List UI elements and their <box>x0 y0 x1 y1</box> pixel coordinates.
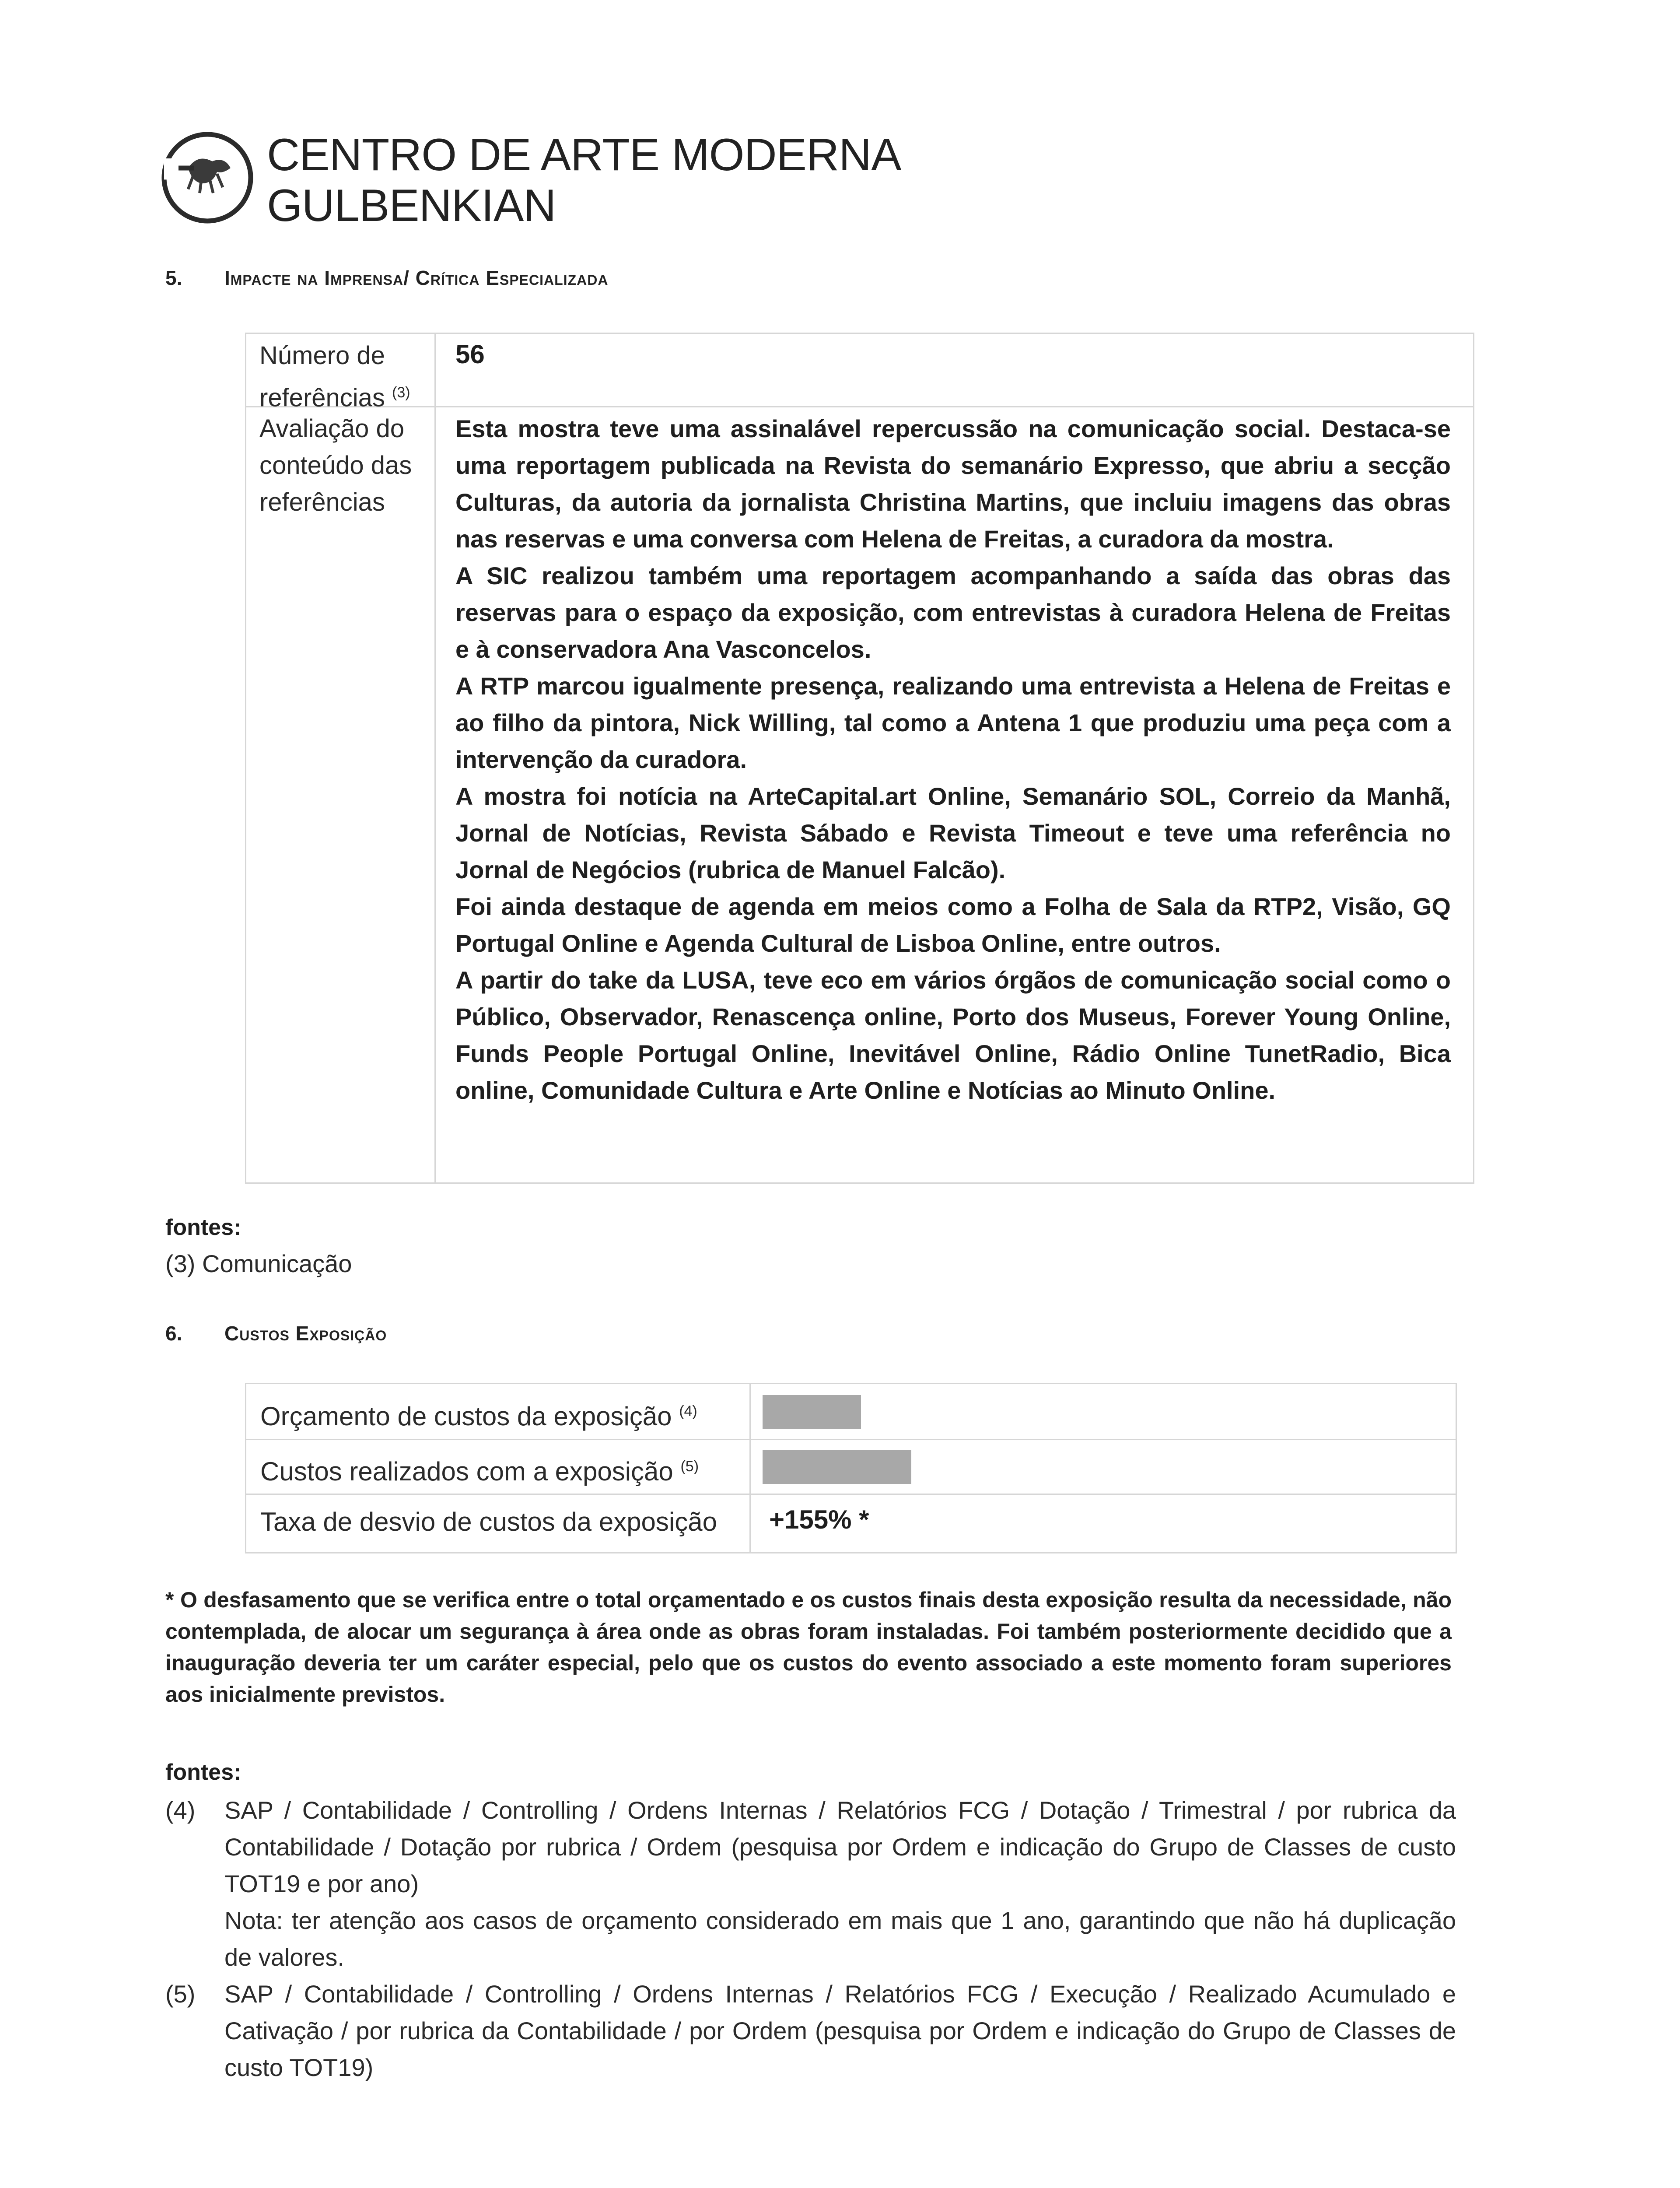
section-6-title: Custos Exposição <box>224 1322 387 1345</box>
organization-name <box>267 130 901 231</box>
exhibition-costs-table <box>245 1383 1457 1553</box>
footnote-5-text: SAP / Contabilidade / Controlling / Ordens Internas / Relatórios FCG / Execução / Realizado Acumulado e Cativação / por rubrica da Contabilidade / por Ordem (pesquisa por Ordem e indicação do Grupo de Classes de custo TOT19) <box>224 1980 1456 2081</box>
footnote-4 <box>165 1792 1456 1976</box>
references-count-label: Número de referências $^{(3)}$ <box>259 341 410 412</box>
actual-costs-label: Custos realizados com a exposição $^{(5)}$ <box>260 1457 699 1486</box>
cost-deviation-value: +155% * <box>769 1505 869 1534</box>
actual-costs-value-redacted <box>763 1450 911 1484</box>
cost-deviation-label: Taxa de desvio de custos da exposição <box>260 1507 717 1536</box>
section-5-source-3: (3) Comunicação <box>165 1250 352 1277</box>
references-evaluation-text <box>455 410 1451 1109</box>
references-count-footnote-ref: (3) <box>392 384 410 401</box>
press-impact-table <box>245 333 1474 1184</box>
gulbenkian-logo-icon <box>159 130 256 226</box>
section-6-number: 6. <box>165 1322 182 1345</box>
evaluation-paragraph: A partir do take da LUSA, teve eco em vários órgãos de comunicação social como o Público, Observador, Renascença online, Porto dos Museus, Forever Young Online, Funds People Portugal Online, Inevitável Online, Rádio Online TunetRadio, Bica online, Comunidade Cultura e Arte Online e Notícias ao Minuto Online. <box>455 966 1451 1104</box>
actual-costs-footnote-ref: (5) <box>680 1458 699 1475</box>
references-count-value: 56 <box>455 340 485 369</box>
evaluation-paragraph: A mostra foi notícia na ArteCapital.art Online, Semanário SOL, Correio da Manhã, Jornal de Notícias, Revista Sábado e Revista Timeout e teve uma referência no Jornal de Negócios (rubrica de Manuel Falcão). <box>455 782 1451 884</box>
evaluation-paragraph: A RTP marcou igualmente presença, realizando uma entrevista a Helena de Freitas e ao filho da pintora, Nick Willing, tal como a Antena 1 que produziu uma peça com a intervenção da curadora. <box>455 672 1451 773</box>
footnote-5 <box>165 1976 1456 2086</box>
budget-value-redacted <box>763 1395 861 1429</box>
section-6-sources-title: fontes: <box>165 1760 242 1785</box>
budget-label: Orçamento de custos da exposição $^{(4)}$ <box>260 1402 697 1431</box>
evaluation-paragraph: Esta mostra teve uma assinalável repercussão na comunicação social. Destaca-se uma reportagem publicada na Revista do semanário Expresso, que abriu a secção Culturas, da autoria da jornalista Christina Martins, que incluiu imagens das obras nas reservas e uma conversa com Helena de Freitas, a curadora da mostra. <box>455 415 1451 553</box>
footnote-4-text: SAP / Contabilidade / Controlling / Ordens Internas / Relatórios FCG / Dotação / Trimestral / por rubrica da Contabilidade / Dotação por rubrica / Ordem (pesquisa por Ordem e indicação do Grupo de Classes de custo TOT19 e por ano) <box>224 1796 1456 1897</box>
evaluation-paragraph: A SIC realizou também uma reportagem acompanhando a saída das obras das reservas para o espaço da exposição, com entrevistas à curadora Helena de Freitas e à conservadora Ana Vasconcelos. <box>455 562 1451 663</box>
footnote-4-number: (4) <box>165 1796 196 1824</box>
footnote-5-number: (5) <box>165 1980 196 2008</box>
section-6-heading <box>165 1322 387 1345</box>
references-evaluation-label: Avaliação do conteúdo das referências <box>259 414 412 516</box>
evaluation-paragraph: Foi ainda destaque de agenda em meios como a Folha de Sala da RTP2, Visão, GQ Portugal Online e Agenda Cultural de Lisboa Online, entre outros. <box>455 893 1451 957</box>
section-5-title: Impacte na Imprensa/ Crítica Especializada <box>224 266 609 289</box>
section-5-number: 5. <box>165 266 182 289</box>
organization-name-line-2: GULBENKIAN <box>267 180 556 231</box>
footnote-4-note: Nota: ter atenção aos casos de orçamento considerado em mais que 1 ano, garantindo que não há duplicação de valores. <box>224 1907 1456 1971</box>
budget-footnote-ref: (4) <box>679 1403 697 1420</box>
cost-deviation-note: * O desfasamento que se verifica entre o total orçamentado e os custos finais desta exposição resulta da necessidade, não contemplada, de alocar um segurança à área onde as obras foram instaladas. Foi também posteriormente decidido que a inauguração deveria ter um caráter especial, pelo que os custos do evento associado a este momento foram superiores aos inicialmente previstos. <box>165 1588 1452 1707</box>
section-5-sources-title: fontes: <box>165 1215 242 1240</box>
organization-name-line-1: CENTRO DE ARTE MODERNA <box>267 130 901 180</box>
section-5-heading <box>165 266 608 290</box>
